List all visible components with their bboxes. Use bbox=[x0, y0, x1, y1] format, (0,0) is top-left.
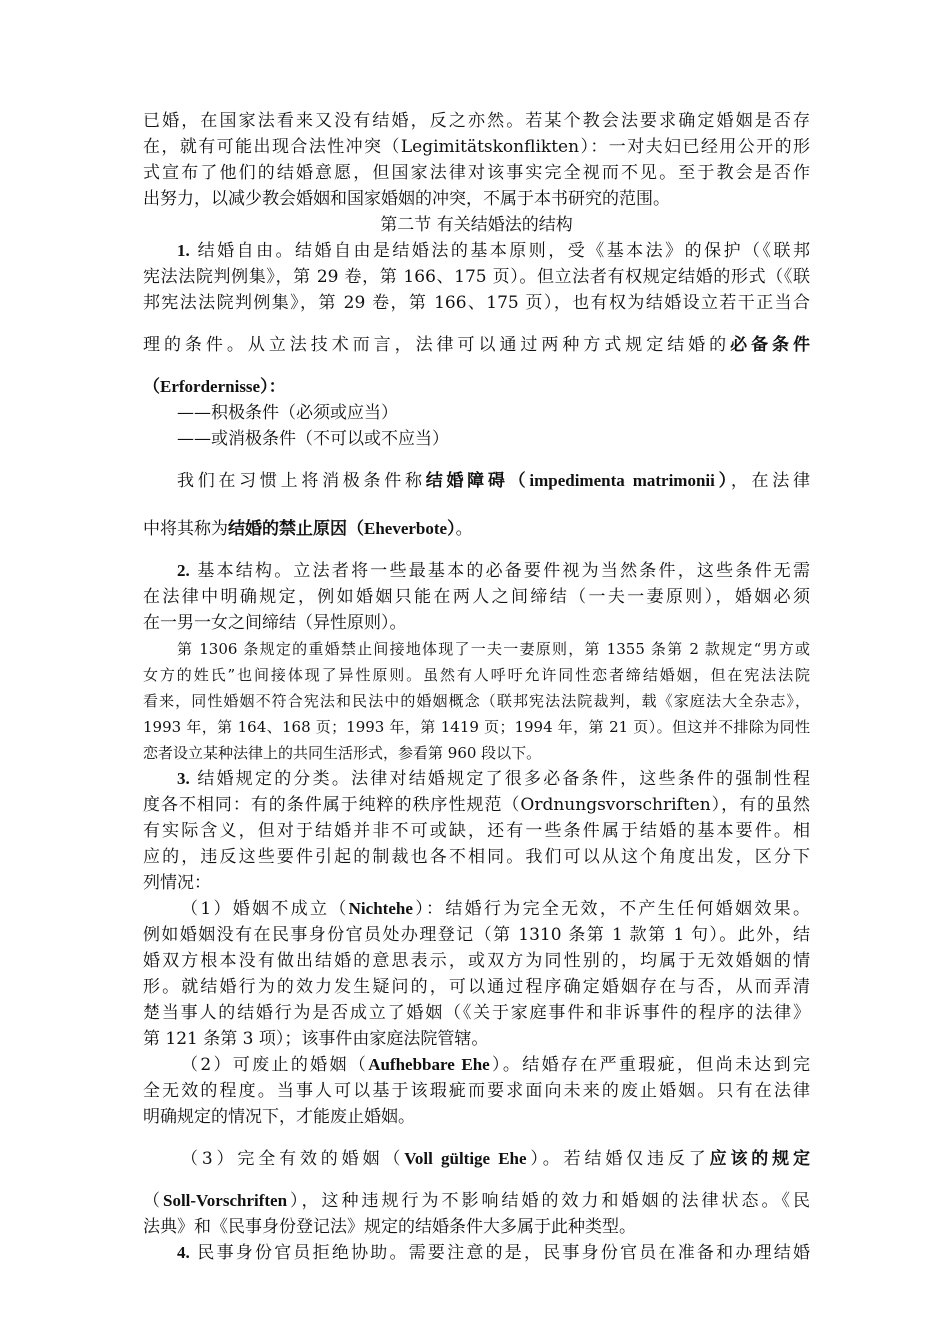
text-line: 形。就结婚行为的效力发生疑问的，可以通过程序确定婚姻存在与否，从而弄清 bbox=[143, 977, 810, 997]
text-line: 宪法法院判例集》，第 29 卷，第 166、175 页）。但立法者有权规定结婚的形式（《联 bbox=[143, 267, 810, 287]
text-line: 邦宪法法院判例集》，第 29 卷，第 166、175 页），也有权为结婚设立若干正当合 bbox=[143, 293, 810, 313]
text-line: 应的，违反这些要件引起的制裁也各不相同。我们可以从这个角度出发，区分下 bbox=[143, 847, 810, 867]
text-line: （Soll-Vorschriften），这种违规行为不影响结婚的效力和婚姻的法律状态。《民 bbox=[143, 1191, 810, 1211]
section-number: 4. bbox=[177, 1243, 190, 1262]
section-number: 2. bbox=[177, 561, 190, 580]
note-line: 恋者设立某种法律上的共同生活形式，参看第 960 段以下。 bbox=[143, 744, 542, 762]
item-2-line: （2）可废止的婚姻（Aufhebbare Ehe）。结婚存在严重瑕疵，但尚未达到完 bbox=[181, 1055, 810, 1075]
text-line: 列情况： bbox=[143, 873, 211, 893]
note-line: 第 1306 条规定的重婚禁止间接地体现了一夫一妻原则，第 1355 条第 2 款规定“男方或 bbox=[177, 640, 810, 658]
item-3-line: （3）完全有效的婚姻（Voll gültige Ehe）。若结婚仅违反了应该的规定 bbox=[181, 1149, 811, 1169]
dash-item: ——或消极条件（不可以或不应当） bbox=[177, 429, 449, 449]
text-line: 有实际含义，但对于结婚并非不可或缺，还有一些条件属于结婚的基本要件。相 bbox=[143, 821, 810, 841]
section-number: 1. bbox=[177, 241, 190, 260]
note-line: 看来，同性婚姻不符合宪法和民法中的婚姻概念（联邦宪法法院裁判，载《家庭法大全杂志》， bbox=[143, 692, 810, 710]
text-line: 在，就有可能出现合法性冲突（Legimitätskonflikten）：一对夫妇已经用公开的形 bbox=[143, 137, 810, 157]
note-line: 1993 年，第 164、168 页；1993 年，第 1419 页；1994 年，第 21 页）。但这并不排除为同性 bbox=[143, 718, 810, 736]
latin-term: （impedimenta matrimonii） bbox=[508, 471, 731, 490]
item-1-line: （1）婚姻不成立（Nichtehe）：结婚行为完全无效，不产生任何婚姻效果。 bbox=[181, 899, 810, 919]
text-line: 在一男一女之间缔结（异性原则）。 bbox=[143, 613, 407, 633]
document-page bbox=[143, 108, 810, 1266]
text-line: 楚当事人的结婚行为是否成立了婚姻（《关于家庭事件和非诉事件的程序的法律》 bbox=[143, 1003, 810, 1023]
section-title: 第二节 有关结婚法的结构 bbox=[380, 215, 573, 235]
text-line: 例如婚姻没有在民事身份官员处办理登记（第 1310 条第 1 款第 1 句）。此外，结 bbox=[143, 925, 810, 945]
key-term: 应该的规定 bbox=[709, 1149, 811, 1169]
german-term: Aufhebbare Ehe bbox=[368, 1055, 490, 1074]
text-line: 婚双方根本没有做出结婚的意思表示，或双方为同性别的，均属于无效婚姻的情 bbox=[143, 951, 810, 971]
text-line: 在法律中明确规定，例如婚姻只能在两人之间缔结（一夫一妻原则），婚姻必须 bbox=[143, 587, 810, 607]
note-line: 女方的姓氏”也间接体现了异性原则。虽然有人呼吁允许同性恋者缔结婚姻，但在宪法法院 bbox=[143, 666, 810, 684]
text-line: 式宣布了他们的结婚意愿，但国家法律对该事实完全视而不见。至于教会是否作 bbox=[143, 163, 810, 183]
section-2-line: 2. 基本结构。立法者将一些最基本的必备要件视为当然条件，这些条件无需 bbox=[177, 561, 810, 581]
dash-item: ——积极条件（必须或应当） bbox=[177, 403, 398, 423]
text-line bbox=[143, 374, 810, 400]
text-line: 第 121 条第 3 项）；该事件由家庭法院管辖。 bbox=[143, 1029, 489, 1049]
text-line: 理的条件。从立法技术而言，法律可以通过两种方式规定结婚的必备条件 bbox=[143, 335, 811, 355]
key-term: 结婚障碍 bbox=[425, 471, 509, 491]
text-line: 明确规定的情况下，才能废止婚姻。 bbox=[143, 1107, 415, 1127]
section-4-line: 4. 民事身份官员拒绝协助。需要注意的是，民事身份官员在准备和办理结婚 bbox=[177, 1243, 810, 1263]
text-line: 法典》和《民事身份登记法》规定的结婚条件大多属于此种类型。 bbox=[143, 1217, 636, 1237]
german-term: Nichtehe bbox=[348, 899, 413, 918]
text-line: 中将其称为结婚的禁止原因（Eheverbote）。 bbox=[143, 519, 473, 539]
section-number: 3. bbox=[177, 769, 190, 788]
section-3-line: 3. 结婚规定的分类。法律对结婚规定了很多必备条件，这些条件的强制性程 bbox=[177, 769, 810, 789]
text-line: 已婚，在国家法看来又没有结婚，反之亦然。若某个教会法要求确定婚姻是否存 bbox=[143, 111, 810, 131]
text-line: 我们在习惯上将消极条件称结婚障碍（impedimenta matrimonii），在法律 bbox=[177, 471, 811, 491]
german-term: Soll-Vorschriften bbox=[163, 1191, 288, 1210]
german-term: （Erfordernisse）： bbox=[143, 377, 286, 396]
german-term: （Eheverbote） bbox=[347, 519, 456, 538]
text-line: 全无效的程度。当事人可以基于该瑕疵而要求面向未来的废止婚姻。只有在法律 bbox=[143, 1081, 810, 1101]
key-term: 结婚的禁止原因 bbox=[228, 519, 347, 539]
text-line: 度各不相同：有的条件属于纯粹的秩序性规范（Ordnungsvorschriften），有的虽然 bbox=[143, 795, 810, 815]
german-term: Voll gültige Ehe bbox=[404, 1149, 527, 1168]
key-term: 必备条件 bbox=[730, 335, 811, 355]
text-line: 出努力，以减少教会婚姻和国家婚姻的冲突，不属于本书研究的范围。 bbox=[143, 189, 670, 209]
section-1-line: 1. 结婚自由。结婚自由是结婚法的基本原则，受《基本法》的保护（《联邦 bbox=[177, 241, 810, 261]
